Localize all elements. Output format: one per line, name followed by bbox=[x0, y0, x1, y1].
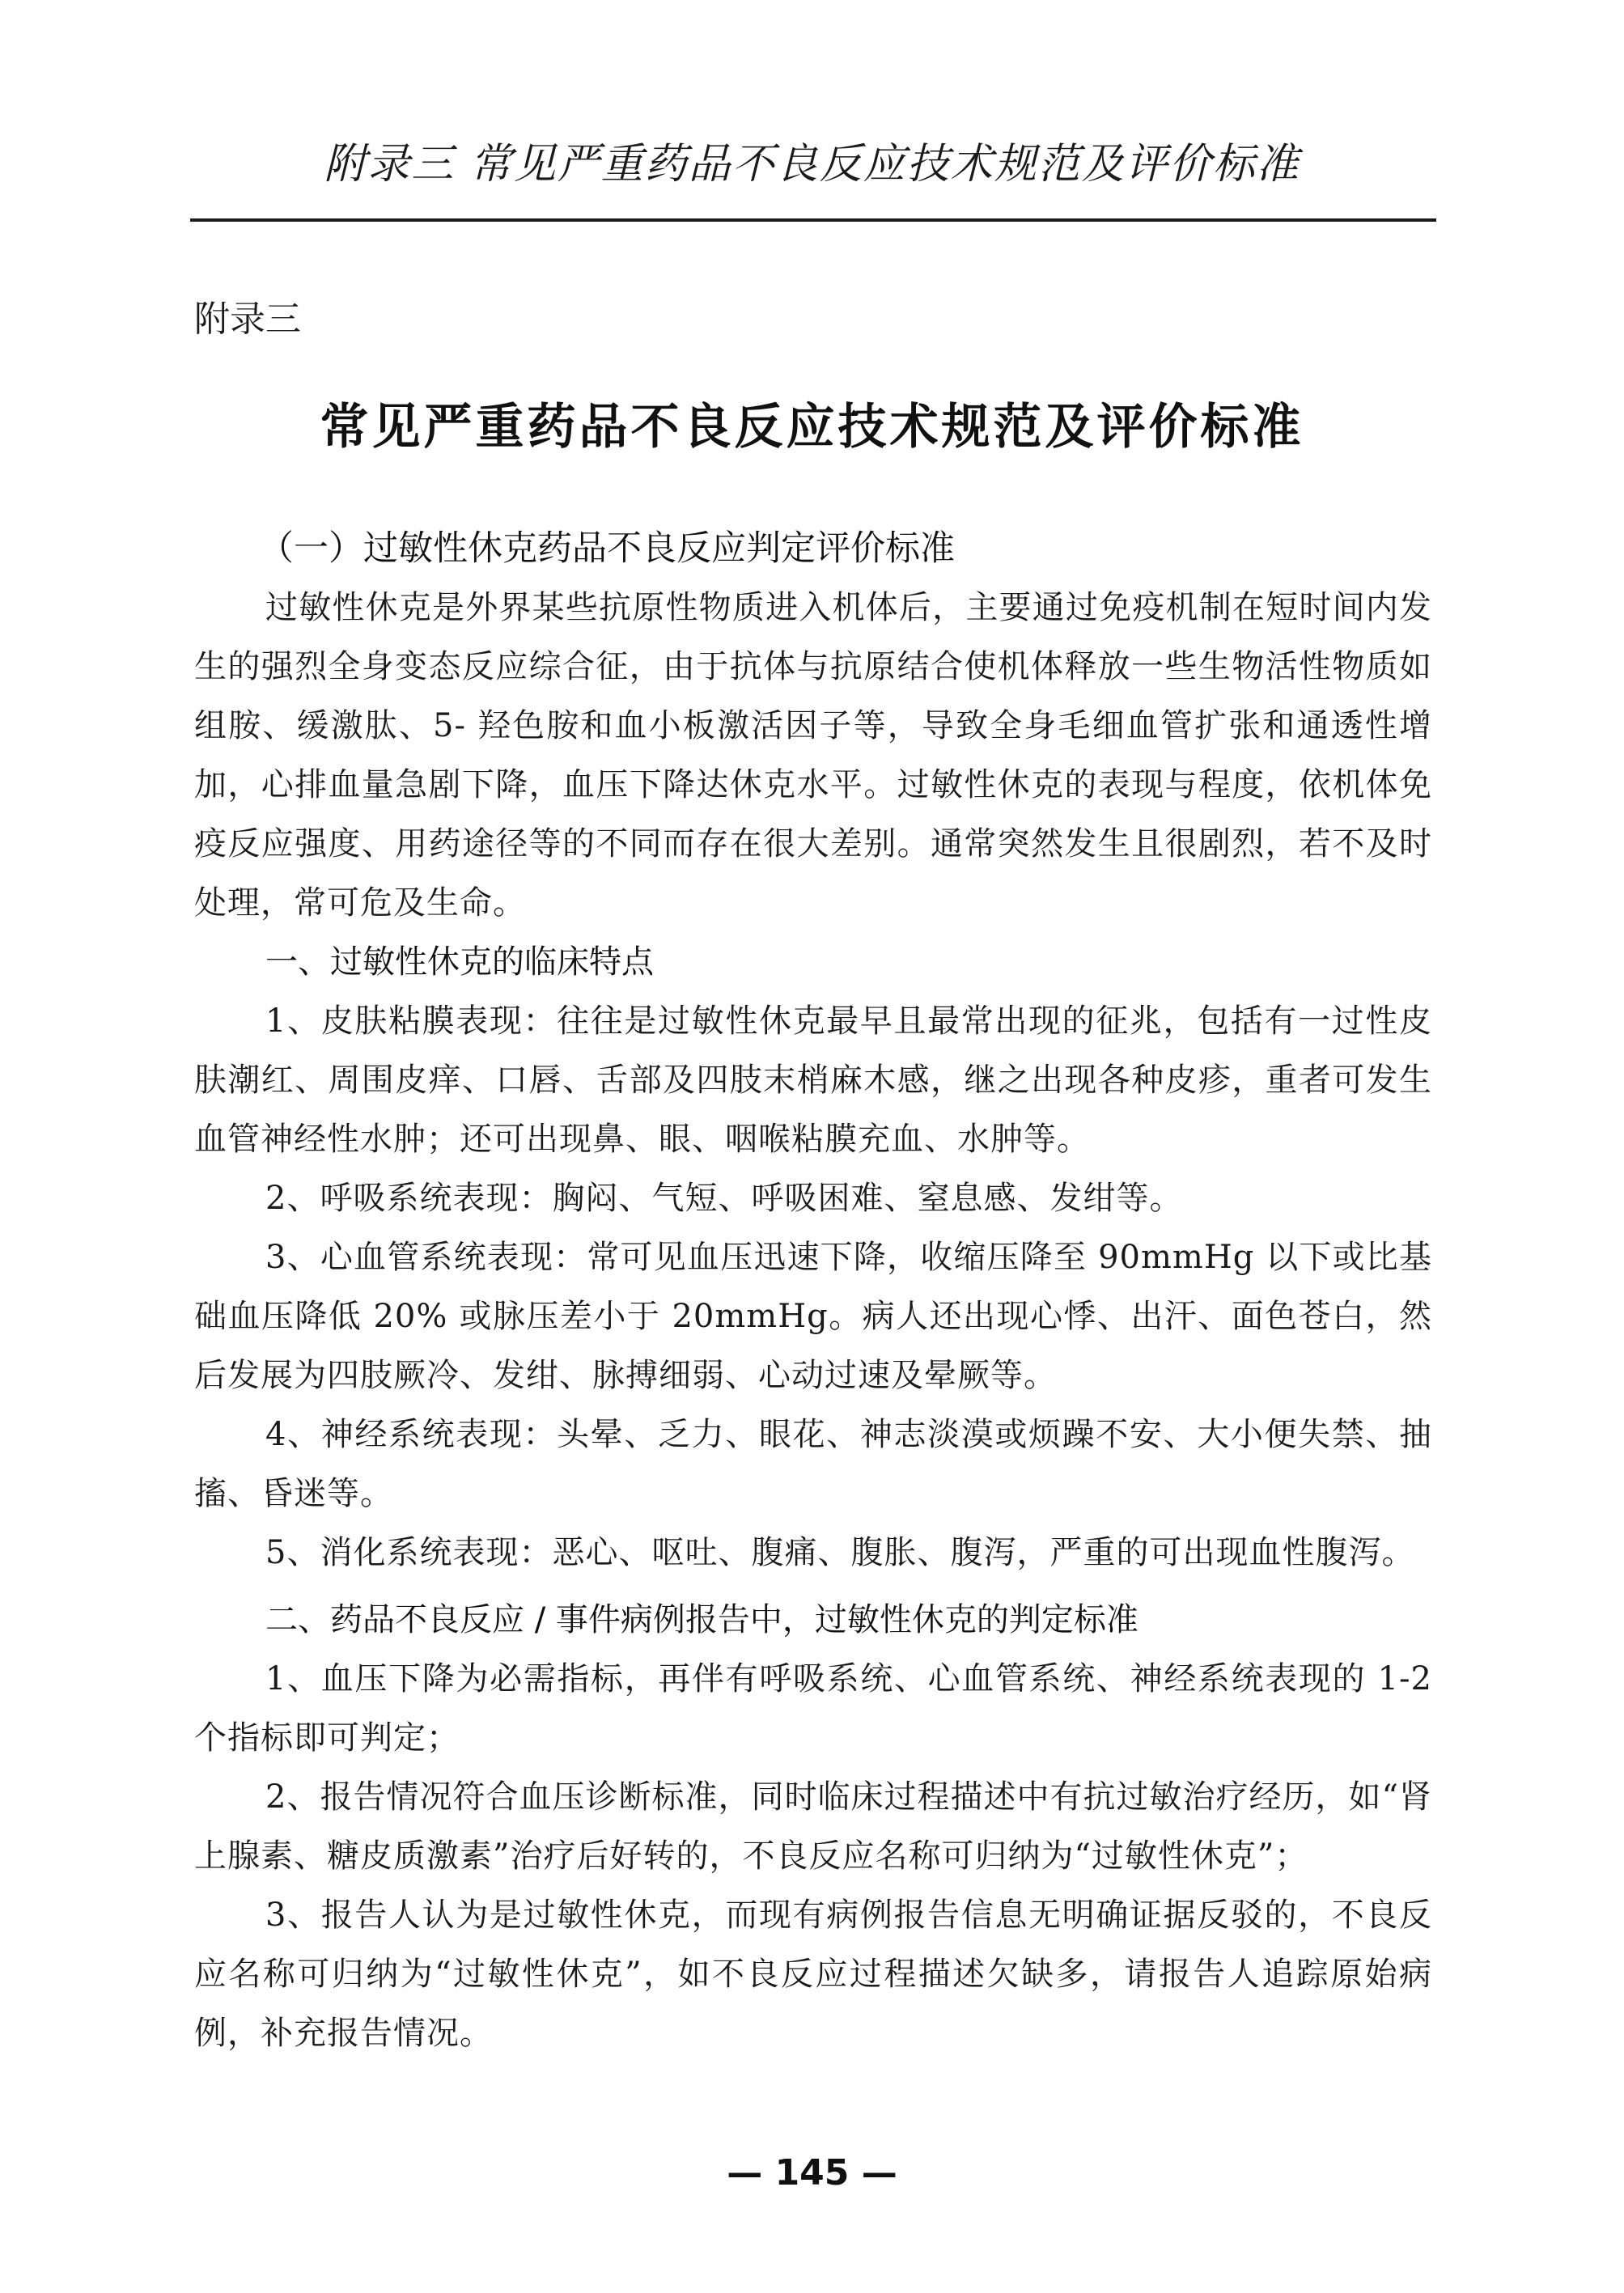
part2-heading: 二、药品不良反应 / 事件病例报告中，过敏性休克的判定标准 bbox=[265, 1601, 1138, 1638]
part2-item-2: 2、报告情况符合血压诊断标准，同时临床过程描述中有抗过敏治疗经历，如“肾上腺素、糖皮质激素”治疗后好转的，不良反应名称可归纳为“过敏性休克”； bbox=[194, 1778, 1432, 1875]
page-title: 常见严重药品不良反应技术规范及评价标准 bbox=[320, 399, 1304, 456]
header-divider bbox=[190, 218, 1436, 222]
part1-item-3: 3、心血管系统表现：常可见血压迅速下降，收缩压降至 90mmHg 以下或比基础血压降低 20% 或脉压差小于 20mmHg。病人还出现心悸、出汗、面色苍白，然后发展为四肢厥冷、发绀、脉搏细弱、心动过速及晕厥等。 bbox=[194, 1239, 1432, 1394]
section-heading: （一）过敏性休克药品不良反应判定评价标准 bbox=[259, 528, 955, 569]
appendix-label: 附录三 bbox=[194, 299, 301, 340]
part1-item-2: 2、呼吸系统表现：胸闷、气短、呼吸困难、窒息感、发绀等。 bbox=[265, 1180, 1183, 1217]
intro-paragraph: 过敏性休克是外界某些抗原性物质进入机体后，主要通过免疫机制在短时间内发生的强烈全身变态反应综合征，由于抗体与抗原结合使机体释放一些生物活性物质如组胺、缓激肽、5- 羟色胺和血小板激活因子等，导致全身毛细血管扩张和通透性增加，心排血量急剧下降，血压下降达休克水平。过敏性休克的表现与程度，依机体免疫反应强度、用药途径等的不同而存在很大差别。通常突然发生且很剧烈，若不及时处理，常可危及生命。 bbox=[194, 589, 1432, 922]
part2-item-1: 1、血压下降为必需指标，再伴有呼吸系统、心血管系统、神经系统表现的 1-2 个指标即可判定； bbox=[194, 1660, 1432, 1757]
part1-heading: 一、过敏性休克的临床特点 bbox=[265, 943, 654, 981]
page-number: — 145 — bbox=[727, 2152, 897, 2193]
part1-item-1: 1、皮肤粘膜表现：往往是过敏性休克最早且最常出现的征兆，包括有一过性皮肤潮红、周围皮痒、口唇、舌部及四肢末梢麻木感，继之出现各种皮疹，重者可发生血管神经性水肿；还可出现鼻、眼、咽喉粘膜充血、水肿等。 bbox=[194, 1002, 1432, 1158]
part1-item-4: 4、神经系统表现：头晕、乏力、眼花、神志淡漠或烦躁不安、大小便失禁、抽搐、昏迷等。 bbox=[194, 1416, 1432, 1512]
running-header: 附录三 常见严重药品不良反应技术规范及评价标准 bbox=[324, 140, 1300, 189]
part2-item-3: 3、报告人认为是过敏性休克，而现有病例报告信息无明确证据反驳的，不良反应名称可归纳为“过敏性休克”，如不良反应过程描述欠缺多，请报告人追踪原始病例，补充报告情况。 bbox=[194, 1897, 1432, 2052]
part1-item-5: 5、消化系统表现：恶心、呕吐、腹痛、腹胀、腹泻，严重的可出现血性腹泻。 bbox=[265, 1534, 1415, 1571]
document-body bbox=[194, 519, 1432, 2063]
